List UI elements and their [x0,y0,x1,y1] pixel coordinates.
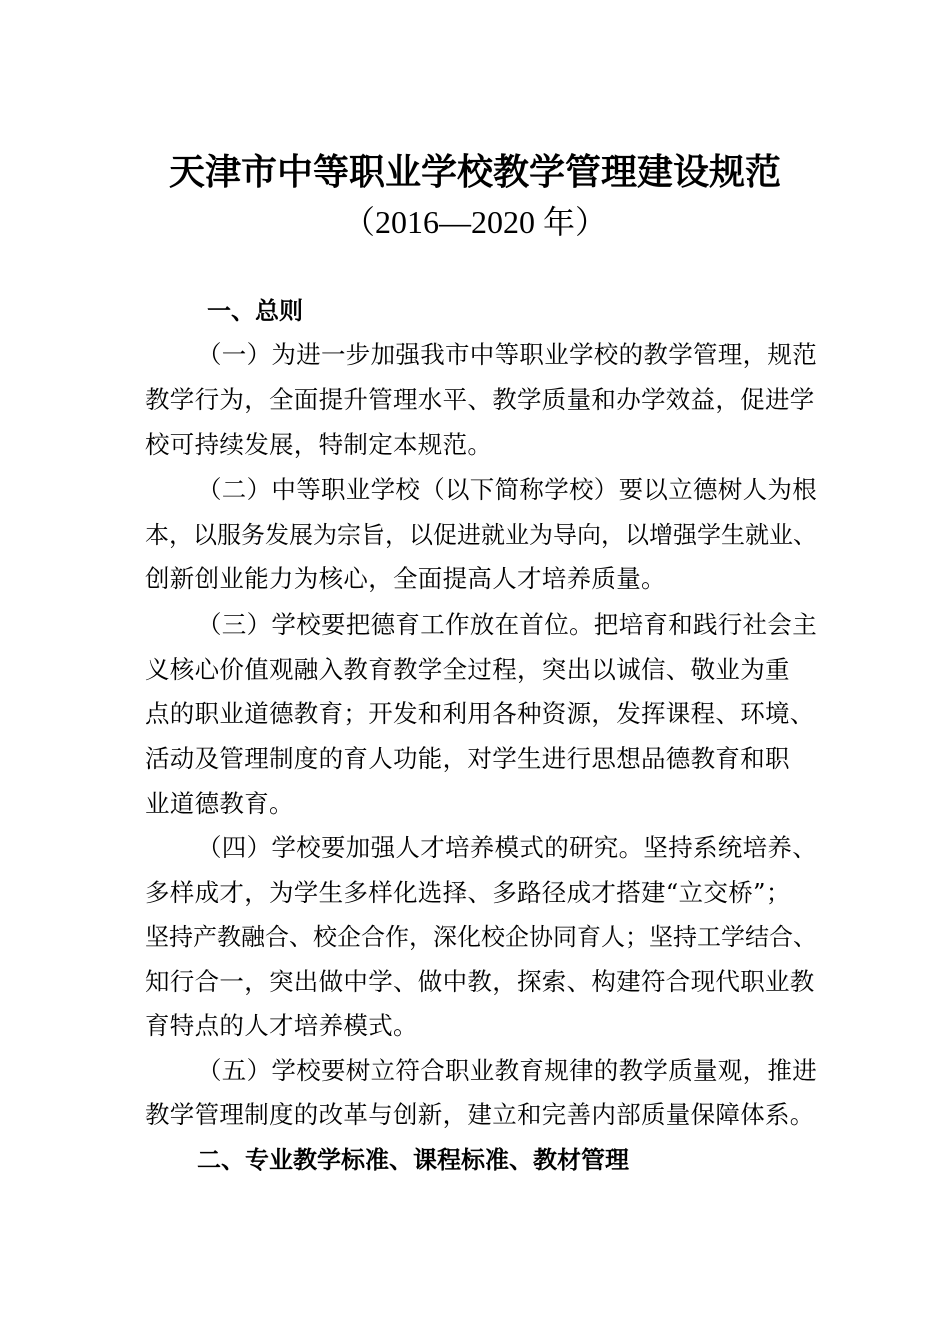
paragraph-line: 教学管理制度的改革与创新，建立和完善内部质量保障体系。 [145,1100,815,1129]
paragraph-line: 业道德教育。 [145,789,294,818]
document-title: 天津市中等职业学校教学管理建设规范 [168,151,781,193]
paragraph-line: 创新创业能力为核心，全面提高人才培养质量。 [145,564,666,593]
paragraph-line: 知行合一，突出做中学、做中教，探索、构建符合现代职业教 [145,967,815,996]
paragraph-line: （一）为进一步加强我市中等职业学校的教学管理，规范 [197,340,817,369]
paragraph-line: 教学行为，全面提升管理水平、教学质量和办学效益，促进学 [145,385,815,414]
paragraph-line: （四）学校要加强人才培养模式的研究。坚持系统培养、 [197,833,817,862]
paragraph-line: 点的职业道德教育；开发和利用各种资源，发挥课程、环境、 [145,699,815,728]
paragraph-line: 义核心价值观融入教育教学全过程，突出以诚信、敬业为重 [145,655,790,684]
paragraph-line: 育特点的人才培养模式。 [145,1011,418,1040]
section-heading-standards: 二、专业教学标准、课程标准、教材管理 [197,1146,629,1174]
paragraph-line: 多样成才，为学生多样化选择、多路径成才搭建“立交桥”； [145,878,791,907]
paragraph-line: 本，以服务发展为宗旨，以促进就业为导向，以增强学生就业、 [145,521,817,549]
paragraph-line: 活动及管理制度的育人功能，对学生进行思想品德教育和职 [145,744,790,773]
paragraph-line: 坚持产教融合、校企合作，深化校企协同育人；坚持工学结合、 [145,923,817,951]
paragraph-line: （二）中等职业学校（以下简称学校）要以立德树人为根 [197,475,817,504]
section-heading-general: 一、总则 [207,297,303,325]
paragraph-line: 校可持续发展，特制定本规范。 [145,430,493,459]
document-subtitle: （2016—2020 年） [342,204,607,240]
paragraph-line: （五）学校要树立符合职业教育规律的教学质量观，推进 [197,1056,817,1085]
paragraph-line: （三）学校要把德育工作放在首位。把培育和践行社会主 [197,610,817,639]
